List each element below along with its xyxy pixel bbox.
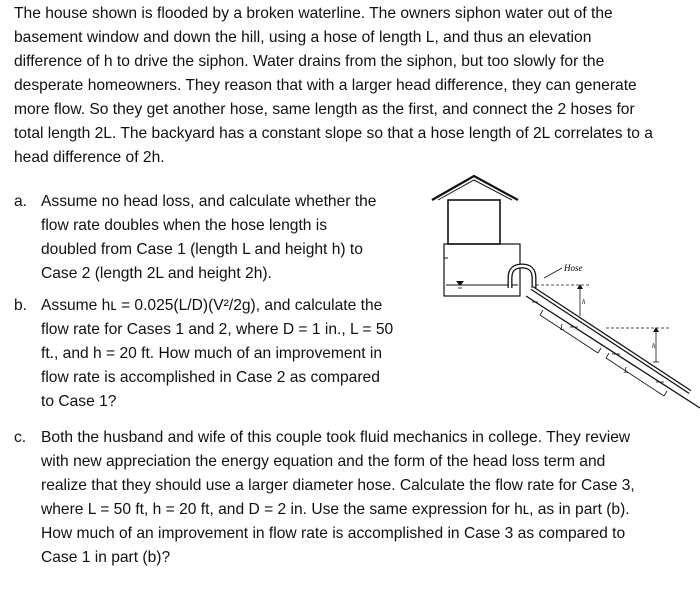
part-b-line: flow rate for Cases 1 and 2, where D = 1 in., L = 50 xyxy=(41,321,394,338)
part-b-line: to Case 1? xyxy=(41,393,117,410)
hose-label: Hose xyxy=(564,263,583,273)
part-b-text xyxy=(41,294,393,414)
ground-slope xyxy=(526,296,700,408)
part-c-line: where L = 50 ft, h = 20 ft, and D = 2 in. Use the same expression for hʟ, as in part (b). xyxy=(41,501,630,518)
siphon-diagram xyxy=(420,170,700,420)
part-a-line: flow rate doubles when the hose length is xyxy=(41,217,328,234)
part-c-marker: c. xyxy=(14,429,27,446)
part-a-line: Case 2 (length 2L and height 2h). xyxy=(41,265,272,282)
part-a-text xyxy=(41,190,376,286)
length-label-1: L xyxy=(560,323,565,332)
height-label-2: h xyxy=(652,342,656,350)
intro-line: basement window and down the hill, using a hose of length L, and thus an elevation xyxy=(14,29,592,46)
intro-line: more flow. So they get another hose, same length as the first, and connect the 2 hoses for xyxy=(14,101,635,118)
problem-intro xyxy=(14,2,698,170)
intro-line: head difference of 2h. xyxy=(14,149,165,166)
intro-line: total length 2L. The backyard has a constant slope so that a hose length of 2L correlates to a xyxy=(14,125,653,142)
part-c-text xyxy=(41,426,635,570)
intro-line: The house shown is flooded by a broken waterline. The owners siphon water out of the xyxy=(14,5,613,22)
part-b-line: ft., and h = 20 ft. How much of an improvement in xyxy=(41,345,383,362)
intro-line: desperate homeowners. They reason that with a larger head difference, they can generate xyxy=(14,77,637,94)
part-a-marker: a. xyxy=(14,193,28,210)
height-label-1: h xyxy=(582,298,586,306)
part-c-line: with new appreciation the energy equation and the form of the head loss term and xyxy=(41,453,606,470)
part-c-line: Case 1 in part (b)? xyxy=(41,549,171,566)
length-label-2: L xyxy=(624,366,629,375)
part-b-marker: b. xyxy=(14,297,28,314)
part-b-line: Assume hʟ = 0.025(L/D)(V²/2g), and calculate the xyxy=(41,297,383,314)
part-c-line: How much of an improvement in flow rate is accomplished in Case 3 as compared to xyxy=(41,525,626,542)
part-a-line: doubled from Case 1 (length L and height h) to xyxy=(41,241,363,258)
part-a-line: Assume no head loss, and calculate whether the xyxy=(41,193,377,210)
intro-line: difference of h to drive the siphon. Water drains from the siphon, but too slowly for the xyxy=(14,53,605,70)
part-b-line: flow rate is accomplished in Case 2 as compared xyxy=(41,369,380,386)
water-level xyxy=(446,281,518,288)
part-c-line: Both the husband and wife of this couple took fluid mechanics in college. They review xyxy=(41,429,631,446)
part-c-line: realize that they should use a larger diameter hose. Calculate the flow rate for Case 3, xyxy=(41,477,635,494)
hose-label-group xyxy=(544,263,583,278)
house xyxy=(432,176,520,296)
